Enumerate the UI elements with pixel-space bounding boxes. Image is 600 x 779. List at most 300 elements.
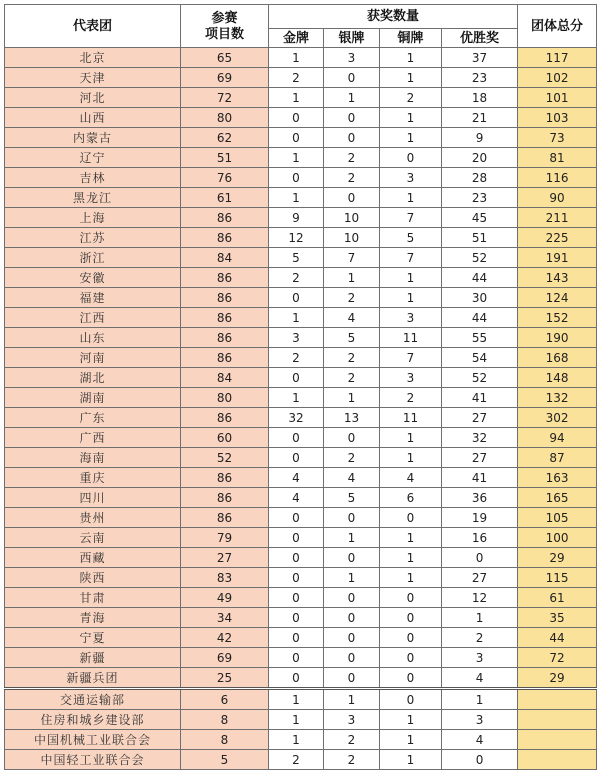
- cell-team: 海南: [5, 448, 181, 468]
- cell-bronze: 7: [380, 248, 442, 268]
- cell-excellent: 4: [442, 668, 518, 689]
- cell-silver: 2: [324, 168, 380, 188]
- cell-events: 86: [181, 348, 269, 368]
- table-row: [5, 208, 597, 228]
- cell-total: 302: [518, 408, 597, 428]
- cell-silver: 0: [324, 608, 380, 628]
- cell-bronze: 4: [380, 468, 442, 488]
- table-row: [5, 428, 597, 448]
- cell-events: 69: [181, 648, 269, 668]
- cell-excellent: 32: [442, 428, 518, 448]
- table-row: [5, 188, 597, 208]
- table-row: [5, 608, 597, 628]
- cell-silver: 2: [324, 148, 380, 168]
- cell-team: 山东: [5, 328, 181, 348]
- cell-events: 72: [181, 88, 269, 108]
- cell-events: 8: [181, 710, 269, 730]
- cell-silver: 1: [324, 88, 380, 108]
- cell-gold: 3: [269, 328, 324, 348]
- cell-excellent: 19: [442, 508, 518, 528]
- cell-silver: 0: [324, 68, 380, 88]
- cell-excellent: 20: [442, 148, 518, 168]
- cell-gold: 2: [269, 750, 324, 770]
- cell-events: 62: [181, 128, 269, 148]
- cell-gold: 2: [269, 68, 324, 88]
- cell-team: 青海: [5, 608, 181, 628]
- cell-events: 86: [181, 328, 269, 348]
- cell-gold: 0: [269, 448, 324, 468]
- cell-total: 81: [518, 148, 597, 168]
- cell-bronze: 1: [380, 568, 442, 588]
- header-row-1: [5, 5, 597, 29]
- cell-events: 49: [181, 588, 269, 608]
- cell-silver: 0: [324, 128, 380, 148]
- cell-total: 101: [518, 88, 597, 108]
- cell-events: 80: [181, 108, 269, 128]
- cell-silver: 4: [324, 468, 380, 488]
- table-row: [5, 628, 597, 648]
- cell-silver: 0: [324, 628, 380, 648]
- table-row: [5, 308, 597, 328]
- table-row: [5, 710, 597, 730]
- cell-bronze: 0: [380, 648, 442, 668]
- cell-bronze: 3: [380, 368, 442, 388]
- cell-total: 72: [518, 648, 597, 668]
- cell-excellent: 4: [442, 730, 518, 750]
- cell-events: 84: [181, 368, 269, 388]
- cell-bronze: 0: [380, 508, 442, 528]
- cell-total: 190: [518, 328, 597, 348]
- cell-excellent: 55: [442, 328, 518, 348]
- cell-events: 42: [181, 628, 269, 648]
- cell-silver: 2: [324, 448, 380, 468]
- cell-silver: 1: [324, 689, 380, 710]
- cell-bronze: 1: [380, 730, 442, 750]
- table-row: [5, 730, 597, 750]
- cell-events: 25: [181, 668, 269, 689]
- cell-silver: 5: [324, 488, 380, 508]
- table-row: [5, 648, 597, 668]
- cell-gold: 0: [269, 528, 324, 548]
- cell-excellent: 23: [442, 68, 518, 88]
- cell-team: 天津: [5, 68, 181, 88]
- cell-bronze: 0: [380, 148, 442, 168]
- cell-team: 江苏: [5, 228, 181, 248]
- table-row: [5, 48, 597, 68]
- cell-bronze: 0: [380, 608, 442, 628]
- table-row: [5, 528, 597, 548]
- cell-silver: 0: [324, 508, 380, 528]
- cell-team: 安徽: [5, 268, 181, 288]
- cell-events: 86: [181, 288, 269, 308]
- cell-gold: 2: [269, 348, 324, 368]
- cell-excellent: 28: [442, 168, 518, 188]
- cell-excellent: 52: [442, 368, 518, 388]
- cell-events: 60: [181, 428, 269, 448]
- cell-excellent: 27: [442, 408, 518, 428]
- cell-excellent: 21: [442, 108, 518, 128]
- cell-bronze: 2: [380, 88, 442, 108]
- cell-gold: 2: [269, 268, 324, 288]
- cell-team: 重庆: [5, 468, 181, 488]
- table-row: [5, 388, 597, 408]
- cell-gold: 1: [269, 48, 324, 68]
- cell-gold: 0: [269, 108, 324, 128]
- cell-team: 西藏: [5, 548, 181, 568]
- table-row: [5, 248, 597, 268]
- table-row: [5, 689, 597, 710]
- table-row: [5, 108, 597, 128]
- cell-excellent: 45: [442, 208, 518, 228]
- cell-silver: 0: [324, 588, 380, 608]
- table-row: [5, 268, 597, 288]
- table-row: [5, 750, 597, 770]
- cell-excellent: 12: [442, 588, 518, 608]
- table-row: [5, 168, 597, 188]
- cell-team: 辽宁: [5, 148, 181, 168]
- cell-events: 27: [181, 548, 269, 568]
- cell-silver: 0: [324, 668, 380, 689]
- cell-total: 124: [518, 288, 597, 308]
- cell-total: 90: [518, 188, 597, 208]
- cell-excellent: 44: [442, 268, 518, 288]
- cell-excellent: 54: [442, 348, 518, 368]
- cell-gold: 0: [269, 508, 324, 528]
- cell-bronze: 1: [380, 68, 442, 88]
- cell-gold: 0: [269, 628, 324, 648]
- cell-excellent: 1: [442, 608, 518, 628]
- cell-events: 52: [181, 448, 269, 468]
- cell-gold: 5: [269, 248, 324, 268]
- cell-excellent: 16: [442, 528, 518, 548]
- table-body: [5, 48, 597, 770]
- table-row: [5, 148, 597, 168]
- cell-silver: 1: [324, 568, 380, 588]
- cell-excellent: 37: [442, 48, 518, 68]
- cell-events: 86: [181, 408, 269, 428]
- cell-events: 65: [181, 48, 269, 68]
- cell-excellent: 23: [442, 188, 518, 208]
- cell-events: 86: [181, 508, 269, 528]
- cell-total: 116: [518, 168, 597, 188]
- cell-total: 191: [518, 248, 597, 268]
- cell-events: 6: [181, 689, 269, 710]
- cell-bronze: 7: [380, 208, 442, 228]
- cell-silver: 1: [324, 268, 380, 288]
- cell-events: 86: [181, 488, 269, 508]
- cell-total: 100: [518, 528, 597, 548]
- cell-silver: 0: [324, 648, 380, 668]
- cell-total: [518, 710, 597, 730]
- cell-total: 94: [518, 428, 597, 448]
- cell-excellent: 18: [442, 88, 518, 108]
- cell-gold: 0: [269, 648, 324, 668]
- table-row: [5, 548, 597, 568]
- cell-excellent: 1: [442, 689, 518, 710]
- cell-gold: 1: [269, 88, 324, 108]
- cell-bronze: 6: [380, 488, 442, 508]
- header-events-line1: 参赛: [211, 10, 238, 26]
- table-row: [5, 68, 597, 88]
- cell-bronze: 1: [380, 288, 442, 308]
- cell-team: 浙江: [5, 248, 181, 268]
- cell-team: 广西: [5, 428, 181, 448]
- cell-team: 江西: [5, 308, 181, 328]
- cell-excellent: 27: [442, 568, 518, 588]
- table-row: [5, 448, 597, 468]
- cell-bronze: 1: [380, 448, 442, 468]
- cell-team: 上海: [5, 208, 181, 228]
- cell-total: 225: [518, 228, 597, 248]
- cell-bronze: 7: [380, 348, 442, 368]
- table-row: [5, 508, 597, 528]
- cell-bronze: 1: [380, 710, 442, 730]
- cell-total: 29: [518, 548, 597, 568]
- cell-events: 61: [181, 188, 269, 208]
- cell-team: 住房和城乡建设部: [5, 710, 181, 730]
- cell-bronze: 1: [380, 108, 442, 128]
- cell-silver: 10: [324, 208, 380, 228]
- cell-total: 61: [518, 588, 597, 608]
- cell-bronze: 11: [380, 328, 442, 348]
- cell-excellent: 2: [442, 628, 518, 648]
- cell-gold: 0: [269, 668, 324, 689]
- cell-total: 35: [518, 608, 597, 628]
- cell-events: 79: [181, 528, 269, 548]
- table-row: [5, 588, 597, 608]
- cell-total: 115: [518, 568, 597, 588]
- cell-silver: 0: [324, 428, 380, 448]
- cell-events: 86: [181, 228, 269, 248]
- cell-team: 河北: [5, 88, 181, 108]
- cell-total: 168: [518, 348, 597, 368]
- cell-team: 交通运输部: [5, 689, 181, 710]
- cell-silver: 3: [324, 710, 380, 730]
- cell-gold: 0: [269, 168, 324, 188]
- cell-bronze: 11: [380, 408, 442, 428]
- cell-team: 四川: [5, 488, 181, 508]
- cell-silver: 10: [324, 228, 380, 248]
- cell-total: 103: [518, 108, 597, 128]
- cell-excellent: 0: [442, 750, 518, 770]
- table-row: [5, 348, 597, 368]
- cell-gold: 1: [269, 308, 324, 328]
- cell-total: 148: [518, 368, 597, 388]
- cell-excellent: 3: [442, 648, 518, 668]
- cell-team: 中国轻工业联合会: [5, 750, 181, 770]
- cell-team: 内蒙古: [5, 128, 181, 148]
- cell-silver: 2: [324, 730, 380, 750]
- cell-gold: 1: [269, 689, 324, 710]
- cell-silver: 0: [324, 548, 380, 568]
- cell-silver: 2: [324, 288, 380, 308]
- cell-excellent: 44: [442, 308, 518, 328]
- table-row: [5, 468, 597, 488]
- cell-team: 北京: [5, 48, 181, 68]
- cell-bronze: 1: [380, 548, 442, 568]
- cell-team: 河南: [5, 348, 181, 368]
- cell-team: 山西: [5, 108, 181, 128]
- cell-bronze: 0: [380, 588, 442, 608]
- cell-events: 86: [181, 468, 269, 488]
- results-table: [4, 4, 597, 770]
- cell-bronze: 0: [380, 628, 442, 648]
- cell-total: 87: [518, 448, 597, 468]
- cell-gold: 0: [269, 548, 324, 568]
- table-row: [5, 368, 597, 388]
- cell-silver: 5: [324, 328, 380, 348]
- cell-events: 86: [181, 268, 269, 288]
- cell-gold: 0: [269, 368, 324, 388]
- cell-team: 广东: [5, 408, 181, 428]
- cell-total: 132: [518, 388, 597, 408]
- table-row: [5, 668, 597, 689]
- cell-gold: 0: [269, 128, 324, 148]
- header-excellent: 优胜奖: [442, 29, 518, 48]
- cell-gold: 1: [269, 388, 324, 408]
- cell-gold: 0: [269, 588, 324, 608]
- cell-events: 86: [181, 308, 269, 328]
- cell-total: 211: [518, 208, 597, 228]
- cell-events: 76: [181, 168, 269, 188]
- cell-gold: 1: [269, 188, 324, 208]
- cell-team: 宁夏: [5, 628, 181, 648]
- cell-excellent: 0: [442, 548, 518, 568]
- cell-silver: 3: [324, 48, 380, 68]
- cell-events: 80: [181, 388, 269, 408]
- header-events-line2: 项目数: [204, 26, 244, 42]
- table-row: [5, 228, 597, 248]
- cell-events: 84: [181, 248, 269, 268]
- cell-events: 51: [181, 148, 269, 168]
- table-row: [5, 88, 597, 108]
- cell-excellent: 27: [442, 448, 518, 468]
- cell-team: 福建: [5, 288, 181, 308]
- cell-gold: 0: [269, 428, 324, 448]
- table-row: [5, 408, 597, 428]
- cell-gold: 12: [269, 228, 324, 248]
- cell-bronze: 1: [380, 188, 442, 208]
- cell-total: [518, 689, 597, 710]
- cell-bronze: 0: [380, 689, 442, 710]
- cell-total: 165: [518, 488, 597, 508]
- header-gold: 金牌: [269, 29, 324, 48]
- cell-team: 云南: [5, 528, 181, 548]
- cell-team: 新疆: [5, 648, 181, 668]
- cell-team: 湖南: [5, 388, 181, 408]
- cell-bronze: 1: [380, 128, 442, 148]
- cell-silver: 4: [324, 308, 380, 328]
- cell-bronze: 3: [380, 168, 442, 188]
- cell-silver: 13: [324, 408, 380, 428]
- cell-silver: 1: [324, 388, 380, 408]
- cell-events: 34: [181, 608, 269, 628]
- cell-excellent: 52: [442, 248, 518, 268]
- cell-excellent: 51: [442, 228, 518, 248]
- cell-total: [518, 730, 597, 750]
- cell-team: 黑龙江: [5, 188, 181, 208]
- cell-silver: 2: [324, 368, 380, 388]
- table-row: [5, 568, 597, 588]
- cell-silver: 2: [324, 750, 380, 770]
- header-total: 团体总分: [518, 5, 597, 48]
- cell-gold: 1: [269, 710, 324, 730]
- cell-total: 44: [518, 628, 597, 648]
- cell-events: 86: [181, 208, 269, 228]
- cell-team: 中国机械工业联合会: [5, 730, 181, 750]
- cell-silver: 2: [324, 348, 380, 368]
- cell-bronze: 2: [380, 388, 442, 408]
- cell-events: 8: [181, 730, 269, 750]
- cell-silver: 1: [324, 528, 380, 548]
- cell-silver: 0: [324, 188, 380, 208]
- cell-gold: 0: [269, 568, 324, 588]
- cell-gold: 32: [269, 408, 324, 428]
- cell-team: 新疆兵团: [5, 668, 181, 689]
- header-bronze: 铜牌: [380, 29, 442, 48]
- cell-bronze: 1: [380, 268, 442, 288]
- header-silver: 银牌: [324, 29, 380, 48]
- cell-gold: 1: [269, 730, 324, 750]
- table-row: [5, 128, 597, 148]
- cell-excellent: 41: [442, 388, 518, 408]
- cell-total: 102: [518, 68, 597, 88]
- cell-team: 甘肃: [5, 588, 181, 608]
- table-row: [5, 288, 597, 308]
- cell-team: 湖北: [5, 368, 181, 388]
- cell-total: 73: [518, 128, 597, 148]
- table-row: [5, 328, 597, 348]
- cell-gold: 4: [269, 488, 324, 508]
- cell-excellent: 30: [442, 288, 518, 308]
- cell-bronze: 0: [380, 668, 442, 689]
- cell-gold: 9: [269, 208, 324, 228]
- header-medals-group: 获奖数量: [269, 5, 518, 29]
- cell-events: 5: [181, 750, 269, 770]
- cell-silver: 7: [324, 248, 380, 268]
- cell-gold: 4: [269, 468, 324, 488]
- results-table-container: [4, 4, 597, 770]
- cell-gold: 1: [269, 148, 324, 168]
- table-row: [5, 488, 597, 508]
- cell-silver: 0: [324, 108, 380, 128]
- cell-excellent: 3: [442, 710, 518, 730]
- cell-bronze: 1: [380, 428, 442, 448]
- cell-team: 吉林: [5, 168, 181, 188]
- cell-events: 83: [181, 568, 269, 588]
- cell-total: 29: [518, 668, 597, 689]
- cell-team: 贵州: [5, 508, 181, 528]
- cell-bronze: 3: [380, 308, 442, 328]
- cell-excellent: 36: [442, 488, 518, 508]
- cell-team: 陕西: [5, 568, 181, 588]
- cell-gold: 0: [269, 608, 324, 628]
- cell-bronze: 1: [380, 48, 442, 68]
- cell-gold: 0: [269, 288, 324, 308]
- cell-events: 69: [181, 68, 269, 88]
- cell-bronze: 1: [380, 528, 442, 548]
- cell-total: 117: [518, 48, 597, 68]
- cell-total: [518, 750, 597, 770]
- header-team: 代表团: [5, 5, 181, 48]
- cell-total: 105: [518, 508, 597, 528]
- cell-excellent: 9: [442, 128, 518, 148]
- cell-bronze: 1: [380, 750, 442, 770]
- cell-total: 152: [518, 308, 597, 328]
- header-events: [181, 5, 269, 48]
- cell-total: 163: [518, 468, 597, 488]
- cell-total: 143: [518, 268, 597, 288]
